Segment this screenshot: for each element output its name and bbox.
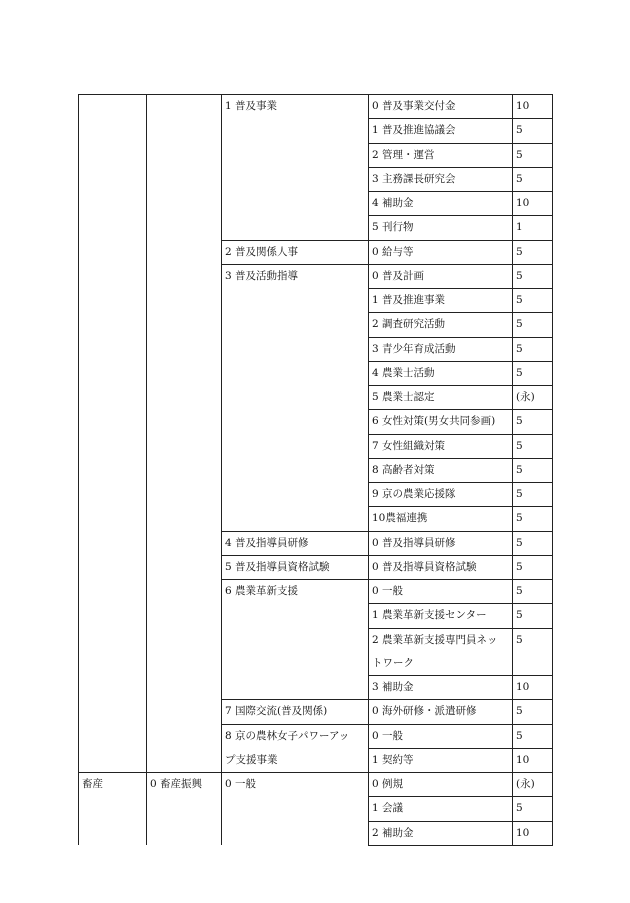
cell-item: 7 女性組織対策 bbox=[369, 434, 513, 458]
cell-subcategory bbox=[147, 192, 222, 216]
cell-item: 0 海外研修・派遣研修 bbox=[369, 700, 513, 724]
cell-item: 0 一般 bbox=[369, 724, 513, 748]
cell-subcategory bbox=[147, 434, 222, 458]
cell-subcategory bbox=[147, 289, 222, 313]
cell-subcategory bbox=[147, 507, 222, 531]
table-row bbox=[79, 434, 553, 458]
cell-section bbox=[222, 604, 369, 628]
table-row bbox=[79, 773, 553, 797]
cell-retention: 5 bbox=[513, 483, 553, 507]
cell-retention: 5 bbox=[513, 580, 553, 604]
cell-retention: 5 bbox=[513, 167, 553, 191]
cell-item: 2 農業革新支援専門員ネッ bbox=[369, 628, 513, 652]
cell-category bbox=[79, 748, 147, 772]
cell-category: 畜産 bbox=[79, 773, 147, 797]
table-row bbox=[79, 410, 553, 434]
cell-category bbox=[79, 240, 147, 264]
cell-item: 1 契約等 bbox=[369, 748, 513, 772]
cell-item: 1 普及推進事業 bbox=[369, 289, 513, 313]
cell-subcategory bbox=[147, 216, 222, 240]
cell-retention: 10 bbox=[513, 95, 553, 119]
cell-section bbox=[222, 216, 369, 240]
cell-retention: 5 bbox=[513, 507, 553, 531]
cell-subcategory bbox=[147, 167, 222, 191]
table-row bbox=[79, 192, 553, 216]
table-row bbox=[79, 628, 553, 652]
table-row bbox=[79, 264, 553, 288]
cell-subcategory bbox=[147, 555, 222, 579]
cell-subcategory bbox=[147, 337, 222, 361]
classification-table bbox=[78, 94, 553, 846]
cell-retention: (永) bbox=[513, 773, 553, 797]
cell-category bbox=[79, 676, 147, 700]
cell-retention: 10 bbox=[513, 821, 553, 845]
cell-section bbox=[222, 410, 369, 434]
cell-category bbox=[79, 289, 147, 313]
cell-retention: 5 bbox=[513, 119, 553, 143]
cell-subcategory bbox=[147, 724, 222, 748]
cell-item: 0 給与等 bbox=[369, 240, 513, 264]
cell-item: 6 女性対策(男女共同参画) bbox=[369, 410, 513, 434]
table-row bbox=[79, 386, 553, 410]
cell-category bbox=[79, 700, 147, 724]
cell-subcategory bbox=[147, 604, 222, 628]
cell-item: 9 京の農業応援隊 bbox=[369, 483, 513, 507]
table-row bbox=[79, 337, 553, 361]
cell-retention: 5 bbox=[513, 434, 553, 458]
cell-category bbox=[79, 604, 147, 628]
cell-section bbox=[222, 821, 369, 845]
cell-item: 3 青少年育成活動 bbox=[369, 337, 513, 361]
cell-section: 4 普及指導員研修 bbox=[222, 531, 369, 555]
table-row bbox=[79, 748, 553, 772]
cell-subcategory bbox=[147, 821, 222, 845]
cell-retention: 5 bbox=[513, 143, 553, 167]
table-row bbox=[79, 652, 553, 676]
cell-section bbox=[222, 167, 369, 191]
cell-section bbox=[222, 313, 369, 337]
cell-section bbox=[222, 143, 369, 167]
table-row bbox=[79, 143, 553, 167]
cell-item: 0 普及事業交付金 bbox=[369, 95, 513, 119]
cell-item: 1 農業革新支援センター bbox=[369, 604, 513, 628]
cell-retention: 5 bbox=[513, 264, 553, 288]
cell-category bbox=[79, 458, 147, 482]
cell-category bbox=[79, 410, 147, 434]
cell-subcategory bbox=[147, 361, 222, 385]
cell-subcategory bbox=[147, 95, 222, 119]
cell-item: 0 例規 bbox=[369, 773, 513, 797]
cell-section: 0 一般 bbox=[222, 773, 369, 797]
table-row bbox=[79, 483, 553, 507]
cell-item: 3 補助金 bbox=[369, 676, 513, 700]
cell-section bbox=[222, 676, 369, 700]
cell-retention: 5 bbox=[513, 361, 553, 385]
cell-category bbox=[79, 652, 147, 676]
cell-retention: 10 bbox=[513, 748, 553, 772]
cell-section bbox=[222, 192, 369, 216]
table-row bbox=[79, 797, 553, 821]
table-row bbox=[79, 604, 553, 628]
cell-subcategory bbox=[147, 797, 222, 821]
cell-category bbox=[79, 580, 147, 604]
table-row bbox=[79, 240, 553, 264]
table-row bbox=[79, 289, 553, 313]
cell-section bbox=[222, 628, 369, 652]
cell-subcategory bbox=[147, 483, 222, 507]
table-row bbox=[79, 531, 553, 555]
table-row bbox=[79, 119, 553, 143]
cell-retention: 5 bbox=[513, 410, 553, 434]
cell-retention: 5 bbox=[513, 724, 553, 748]
cell-item: 2 調査研究活動 bbox=[369, 313, 513, 337]
cell-retention: 5 bbox=[513, 531, 553, 555]
table-row bbox=[79, 458, 553, 482]
cell-section bbox=[222, 434, 369, 458]
cell-section bbox=[222, 119, 369, 143]
table-row bbox=[79, 95, 553, 119]
table-body bbox=[79, 95, 553, 846]
cell-category bbox=[79, 628, 147, 652]
cell-retention: 5 bbox=[513, 337, 553, 361]
cell-category bbox=[79, 216, 147, 240]
cell-section: 8 京の農林女子パワーアッ bbox=[222, 724, 369, 748]
cell-section: 3 普及活動指導 bbox=[222, 264, 369, 288]
cell-item: 5 刊行物 bbox=[369, 216, 513, 240]
cell-category bbox=[79, 119, 147, 143]
cell-category bbox=[79, 531, 147, 555]
cell-section: 2 普及関係人事 bbox=[222, 240, 369, 264]
cell-subcategory bbox=[147, 386, 222, 410]
table-row bbox=[79, 821, 553, 845]
cell-section bbox=[222, 386, 369, 410]
cell-subcategory bbox=[147, 700, 222, 724]
cell-subcategory bbox=[147, 531, 222, 555]
cell-subcategory bbox=[147, 119, 222, 143]
cell-category bbox=[79, 95, 147, 119]
cell-category bbox=[79, 264, 147, 288]
cell-item: 0 普及指導員資格試験 bbox=[369, 555, 513, 579]
cell-subcategory bbox=[147, 313, 222, 337]
cell-subcategory: 0 畜産振興 bbox=[147, 773, 222, 797]
cell-category bbox=[79, 797, 147, 821]
cell-retention: 5 bbox=[513, 700, 553, 724]
cell-category bbox=[79, 555, 147, 579]
cell-section bbox=[222, 652, 369, 676]
cell-item: 0 一般 bbox=[369, 580, 513, 604]
cell-retention: 5 bbox=[513, 240, 553, 264]
cell-section: 1 普及事業 bbox=[222, 95, 369, 119]
cell-section bbox=[222, 361, 369, 385]
cell-subcategory bbox=[147, 580, 222, 604]
cell-category bbox=[79, 386, 147, 410]
cell-item: 8 高齢者対策 bbox=[369, 458, 513, 482]
cell-retention: 1 bbox=[513, 216, 553, 240]
table-row bbox=[79, 507, 553, 531]
cell-item: 4 補助金 bbox=[369, 192, 513, 216]
cell-category bbox=[79, 313, 147, 337]
cell-subcategory bbox=[147, 264, 222, 288]
cell-item: 1 普及推進協議会 bbox=[369, 119, 513, 143]
cell-retention: 10 bbox=[513, 192, 553, 216]
cell-retention: 5 bbox=[513, 604, 553, 628]
cell-item: 4 農業士活動 bbox=[369, 361, 513, 385]
cell-category bbox=[79, 507, 147, 531]
cell-section: 5 普及指導員資格試験 bbox=[222, 555, 369, 579]
cell-category bbox=[79, 143, 147, 167]
cell-subcategory bbox=[147, 676, 222, 700]
cell-subcategory bbox=[147, 652, 222, 676]
cell-retention: 5 bbox=[513, 555, 553, 579]
cell-section bbox=[222, 289, 369, 313]
cell-item: 2 補助金 bbox=[369, 821, 513, 845]
cell-category bbox=[79, 724, 147, 748]
cell-category bbox=[79, 361, 147, 385]
cell-item: 5 農業士認定 bbox=[369, 386, 513, 410]
cell-section bbox=[222, 483, 369, 507]
cell-item: 0 普及指導員研修 bbox=[369, 531, 513, 555]
cell-section: プ支援事業 bbox=[222, 748, 369, 772]
cell-category bbox=[79, 483, 147, 507]
table-row bbox=[79, 555, 553, 579]
cell-section: 7 国際交流(普及関係) bbox=[222, 700, 369, 724]
cell-retention: 5 bbox=[513, 458, 553, 482]
table-row bbox=[79, 724, 553, 748]
cell-retention: 5 bbox=[513, 797, 553, 821]
cell-subcategory bbox=[147, 240, 222, 264]
cell-subcategory bbox=[147, 628, 222, 652]
cell-section bbox=[222, 507, 369, 531]
cell-item: 3 主務課長研究会 bbox=[369, 167, 513, 191]
cell-retention bbox=[513, 652, 553, 676]
cell-subcategory bbox=[147, 748, 222, 772]
cell-category bbox=[79, 434, 147, 458]
cell-retention: (永) bbox=[513, 386, 553, 410]
table-row bbox=[79, 676, 553, 700]
cell-subcategory bbox=[147, 458, 222, 482]
table-row bbox=[79, 361, 553, 385]
cell-item: 0 普及計画 bbox=[369, 264, 513, 288]
cell-section bbox=[222, 797, 369, 821]
cell-retention: 10 bbox=[513, 676, 553, 700]
cell-item: トワーク bbox=[369, 652, 513, 676]
cell-retention: 5 bbox=[513, 313, 553, 337]
cell-section: 6 農業革新支援 bbox=[222, 580, 369, 604]
cell-section bbox=[222, 337, 369, 361]
table-row bbox=[79, 216, 553, 240]
cell-category bbox=[79, 167, 147, 191]
cell-subcategory bbox=[147, 410, 222, 434]
cell-subcategory bbox=[147, 143, 222, 167]
table-row bbox=[79, 167, 553, 191]
cell-retention: 5 bbox=[513, 628, 553, 652]
cell-section bbox=[222, 458, 369, 482]
cell-item: 10農福連携 bbox=[369, 507, 513, 531]
table-row bbox=[79, 313, 553, 337]
table-row bbox=[79, 700, 553, 724]
cell-category bbox=[79, 821, 147, 845]
cell-retention: 5 bbox=[513, 289, 553, 313]
cell-item: 2 管理・運営 bbox=[369, 143, 513, 167]
cell-item: 1 会議 bbox=[369, 797, 513, 821]
table-row bbox=[79, 580, 553, 604]
cell-category bbox=[79, 192, 147, 216]
cell-category bbox=[79, 337, 147, 361]
